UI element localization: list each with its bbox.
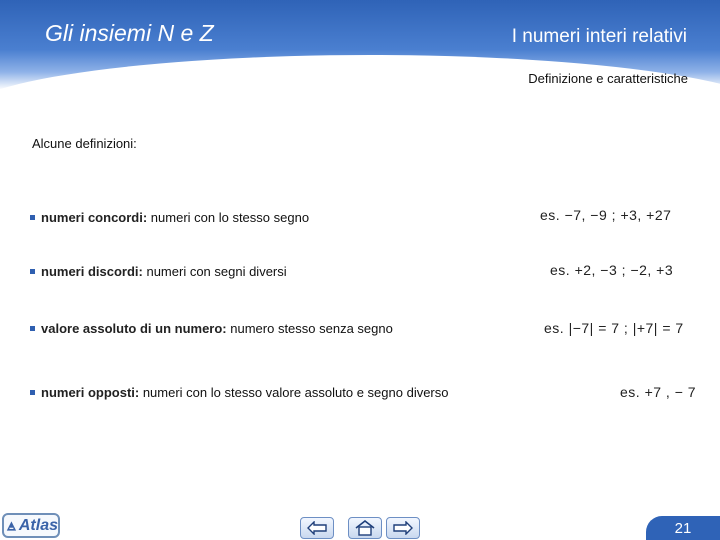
definition-row [30,210,309,225]
definition-term: numeri opposti: [41,385,140,400]
logo-mark-icon [6,519,17,533]
bullet-icon [30,390,35,395]
prev-button[interactable] [300,517,334,539]
home-icon [354,520,376,536]
slide-subtitle: Definizione e caratteristiche [528,71,688,86]
arrow-right-icon [392,521,414,535]
atlas-logo [2,513,60,538]
definition-example: es. +7 , − 7 [620,384,697,400]
home-button[interactable] [348,517,382,539]
definition-term: numeri discordi: [41,264,143,279]
slide-title: I numeri interi relativi [511,26,687,47]
next-button[interactable] [386,517,420,539]
definition-row [30,385,449,400]
definition-desc: numero stesso senza segno [226,321,393,336]
definition-desc: numeri con lo stesso valore assoluto e segno diverso [139,385,449,400]
intro-text: Alcune definizioni: [32,136,137,151]
page-number: 21 [646,516,720,540]
definition-example: es. −7, −9 ; +3, +27 [540,207,672,223]
arrow-left-icon [306,521,328,535]
definition-term: numeri concordi: [41,210,148,225]
logo-text: Atlas [18,516,58,534]
bullet-icon [30,326,35,331]
definition-example: es. |−7| = 7 ; |+7| = 7 [544,320,684,336]
bullet-icon [30,269,35,274]
bullet-icon [30,215,35,220]
definition-row [30,264,287,279]
definition-row [30,321,393,336]
section-title: Gli insiemi N e Z [45,20,214,46]
definition-desc: numeri con lo stesso segno [147,210,310,225]
definition-desc: numeri con segni diversi [142,264,287,279]
definition-example: es. +2, −3 ; −2, +3 [550,262,674,278]
definition-term: valore assoluto di un numero: [41,321,227,336]
